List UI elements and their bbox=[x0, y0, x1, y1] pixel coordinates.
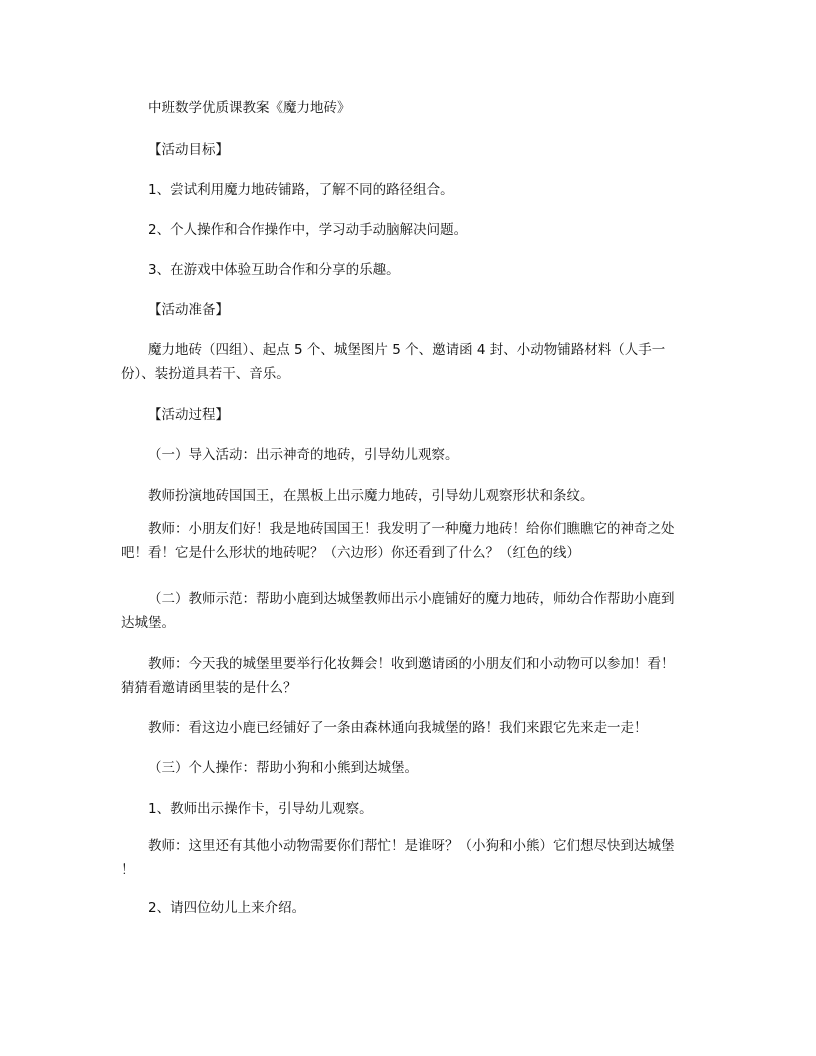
step-3-paragraph-1 bbox=[121, 834, 701, 882]
step-3-item-1-text: 1、教师出示操作卡，引导幼儿观察。 bbox=[148, 801, 373, 817]
prep-line-1: 魔力地砖（四组）、起点 5 个、城堡图片 5 个、邀请函 4 封、小动物铺路材料（人手一 bbox=[148, 342, 666, 358]
goal-3-text: 3、在游戏中体验互助合作和分享的乐趣。 bbox=[148, 262, 400, 278]
step-1-title-text: （一）导入活动：出示神奇的地砖，引导幼儿观察。 bbox=[148, 447, 459, 463]
step-3-title bbox=[121, 756, 728, 780]
step-1-title bbox=[121, 443, 728, 467]
goal-item-2 bbox=[121, 218, 728, 242]
step-1-p2-line-1: 教师：小朋友们好！我是地砖国国王！我发明了一种魔力地砖！给你们瞧瞧它的神奇之处 bbox=[148, 521, 675, 537]
goal-1-text: 1、尝试利用魔力地砖铺路，了解不同的路径组合。 bbox=[148, 182, 454, 198]
step-3-item-2-text: 2、请四位幼儿上来介绍。 bbox=[148, 900, 306, 916]
step-1-p1-text: 教师扮演地砖国国王，在黑板上出示魔力地砖，引导幼儿观察形状和条纹。 bbox=[148, 488, 594, 504]
section-heading-prep bbox=[121, 298, 728, 322]
section-heading-process bbox=[121, 403, 728, 427]
section-heading-goals bbox=[121, 138, 728, 162]
step-2-p1-line-1: 教师：今天我的城堡里要举行化妆舞会！收到邀请函的小朋友们和小动物可以参加！看！ bbox=[148, 656, 675, 672]
step-3-p1-line-1: 教师：这里还有其他小动物需要你们帮忙！是谁呀？（小狗和小熊）它们想尽快到达城堡 bbox=[148, 838, 675, 854]
prep-line-2: 份）、装扮道具若干、音乐。 bbox=[121, 366, 290, 382]
step-2-title bbox=[121, 587, 701, 635]
step-1-paragraph-2 bbox=[121, 517, 701, 565]
step-3-item-2 bbox=[121, 896, 728, 920]
title-text: 中班数学优质课教案《魔力地砖》 bbox=[148, 100, 351, 116]
step-3-item-1 bbox=[121, 797, 728, 821]
heading-process-text: 【活动过程】 bbox=[148, 407, 229, 423]
prep-paragraph bbox=[121, 338, 701, 386]
step-3-p1-line-2: ！ bbox=[121, 862, 135, 878]
heading-goals-text: 【活动目标】 bbox=[148, 142, 229, 158]
step-2-paragraph-2 bbox=[121, 716, 728, 740]
step-2-title-line-2: 达城堡。 bbox=[121, 615, 175, 631]
document-title bbox=[121, 96, 728, 120]
step-2-title-line-1: （二）教师示范：帮助小鹿到达城堡教师出示小鹿铺好的魔力地砖，师幼合作帮助小鹿到 bbox=[148, 591, 675, 607]
step-3-title-text: （三）个人操作：帮助小狗和小熊到达城堡。 bbox=[148, 760, 418, 776]
step-2-p1-line-2: 猜猜看邀请函里装的是什么？ bbox=[121, 680, 297, 696]
step-2-p2-text: 教师：看这边小鹿已经铺好了一条由森林通向我城堡的路！我们来跟它先来走一走！ bbox=[148, 720, 648, 736]
step-1-paragraph-1 bbox=[121, 484, 728, 508]
heading-prep-text: 【活动准备】 bbox=[148, 302, 229, 318]
step-2-paragraph-1 bbox=[121, 652, 701, 700]
goal-item-1 bbox=[121, 178, 728, 202]
goal-2-text: 2、个人操作和合作操作中，学习动手动脑解决问题。 bbox=[148, 222, 468, 238]
step-1-p2-line-2: 吧！看！它是什么形状的地砖呢？（六边形）你还看到了什么？（红色的线） bbox=[121, 545, 580, 561]
goal-item-3 bbox=[121, 258, 728, 282]
